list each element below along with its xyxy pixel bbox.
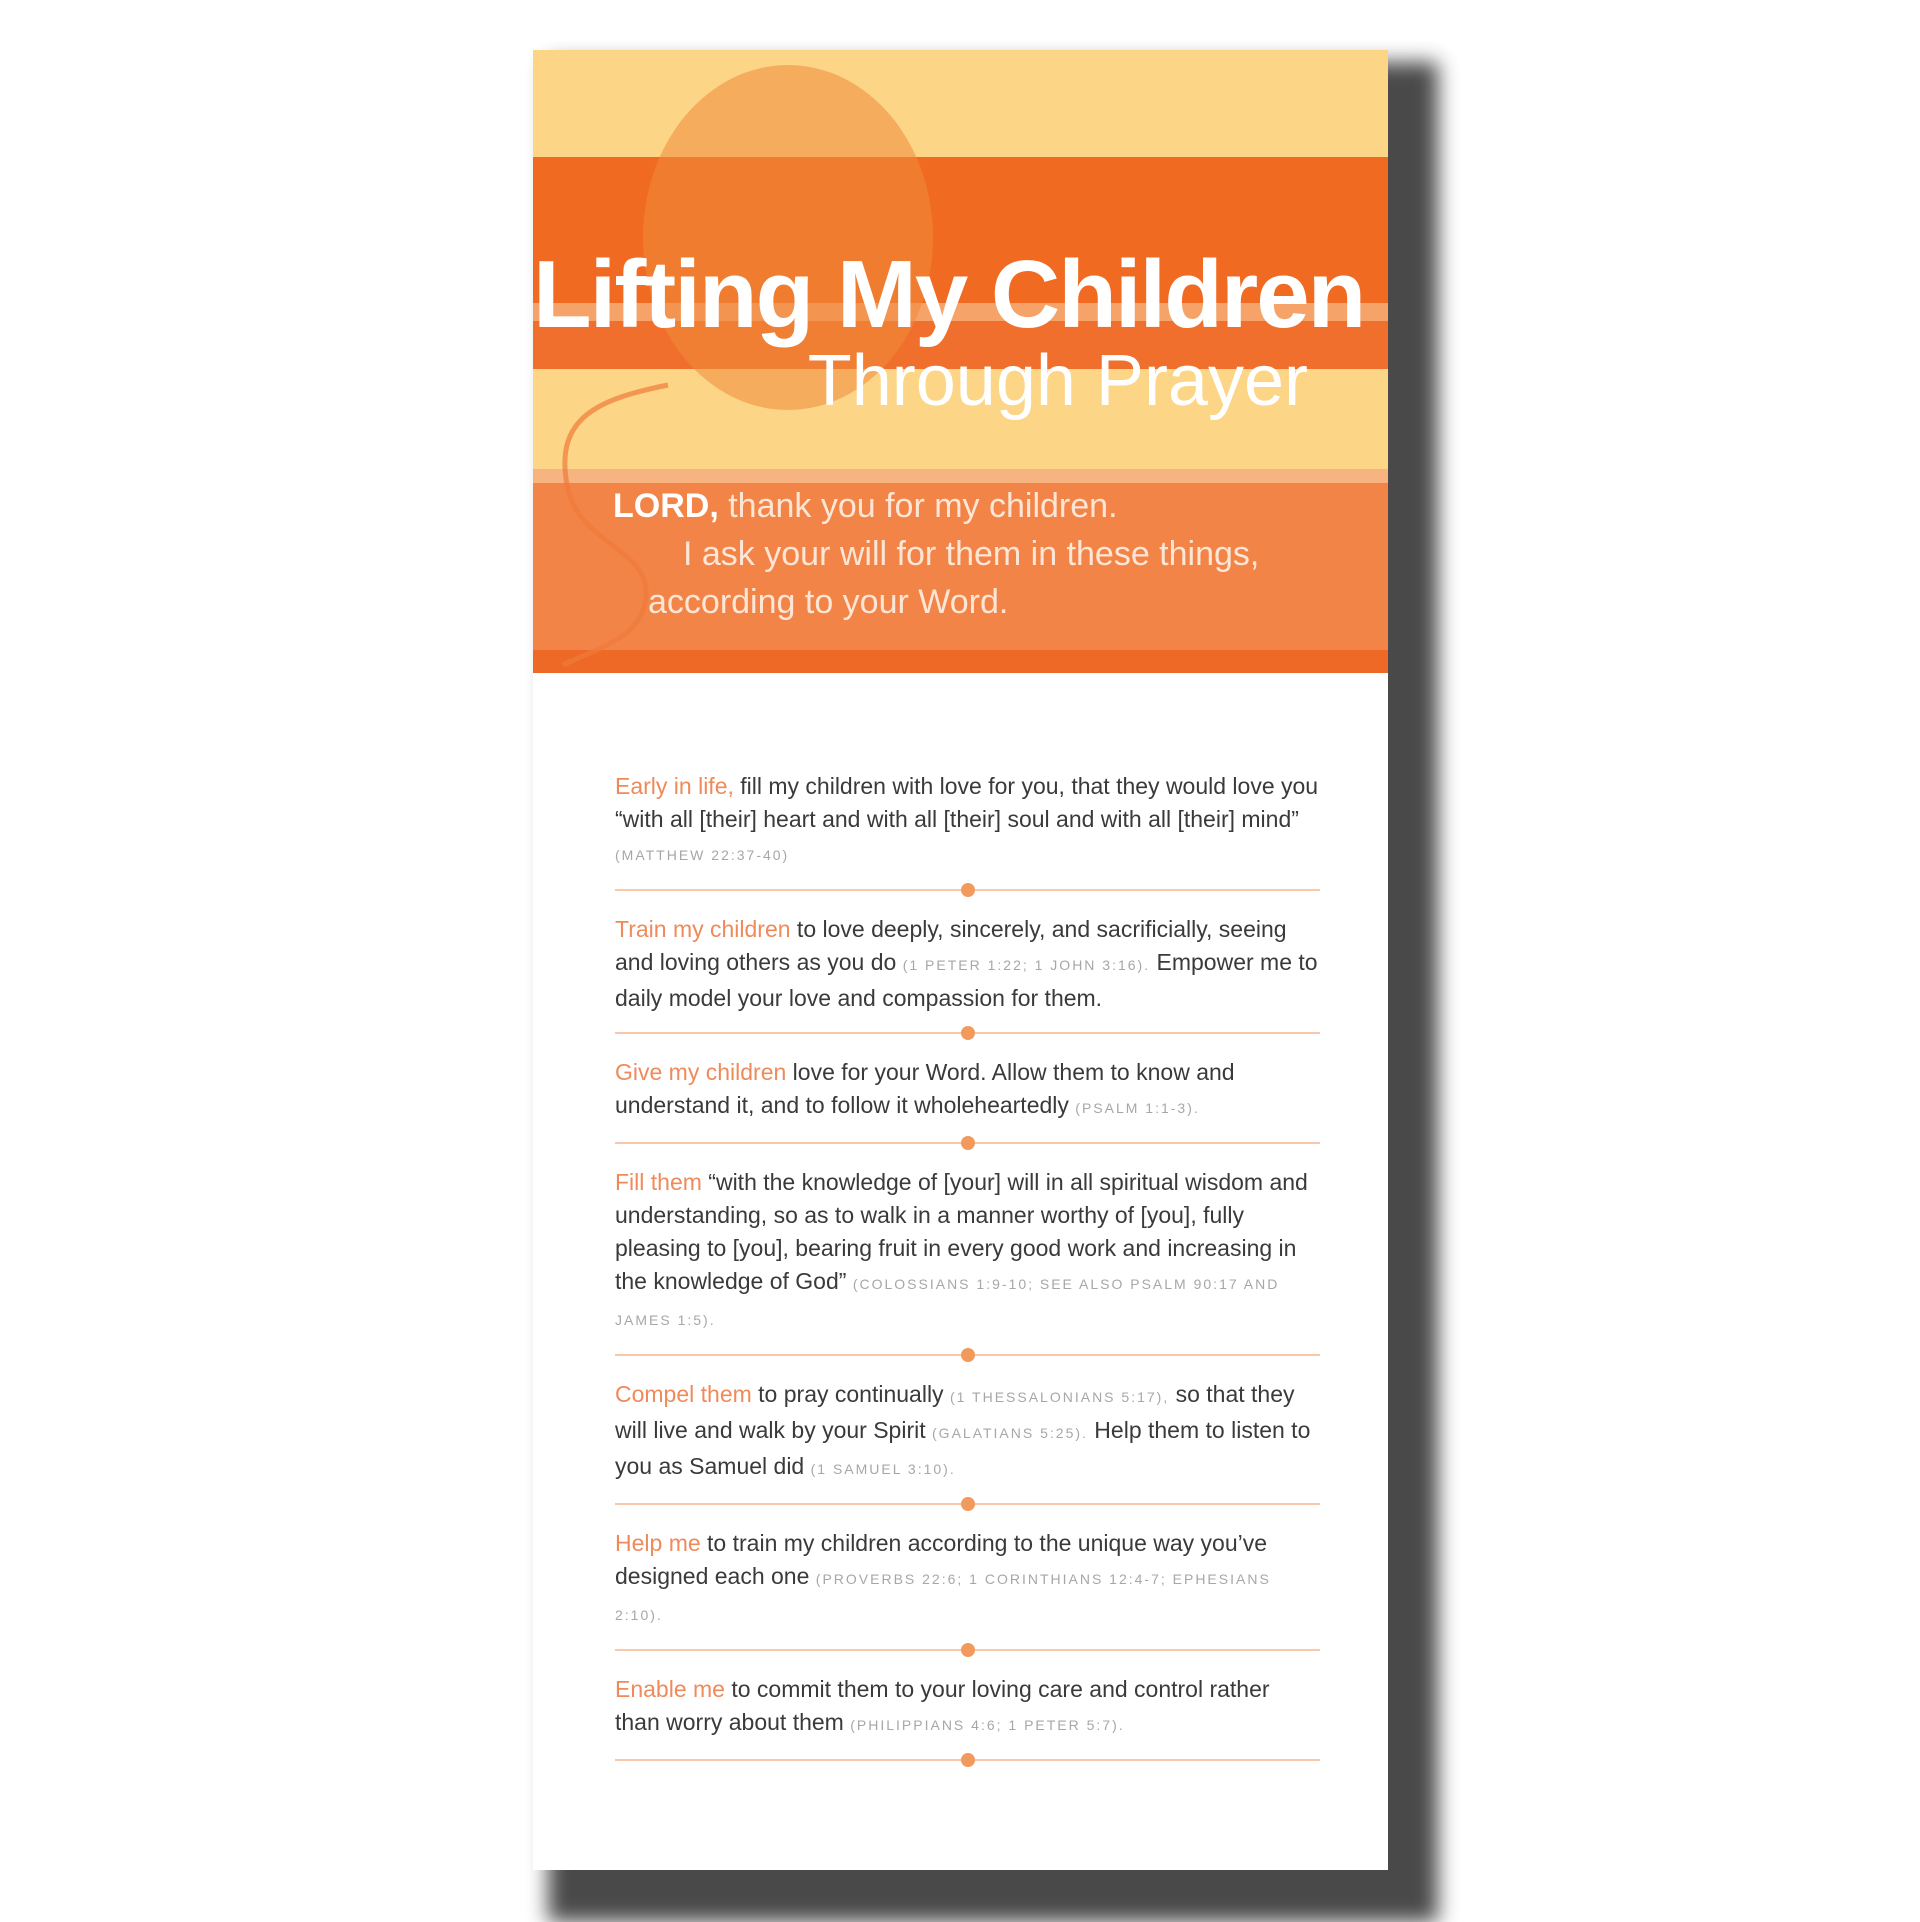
entry-lead: Early in life,: [615, 773, 734, 799]
divider: [615, 889, 1320, 891]
entry-reference: (GALATIANS 5:25).: [932, 1425, 1088, 1441]
entry-lead: Fill them: [615, 1169, 702, 1195]
divider: [615, 1032, 1320, 1034]
entry-reference: (1 THESSALONIANS 5:17),: [949, 1389, 1170, 1405]
prayer-entry: [615, 1673, 1320, 1742]
prayer-entry: [615, 913, 1320, 1015]
entry-text-continued: so that they will live and walk by your Spirit: [615, 1381, 1295, 1443]
divider-dot: [961, 1136, 975, 1150]
prayer-card: [533, 50, 1388, 1870]
prayer-entry: [615, 1166, 1320, 1337]
divider-dot: [961, 1348, 975, 1362]
entry-lead: Compel them: [615, 1381, 752, 1407]
divider: [615, 1503, 1320, 1505]
card-header: [533, 50, 1388, 673]
prayer-entry: [615, 770, 1320, 872]
prayer-entry: [615, 1527, 1320, 1632]
entry-reference: (MATTHEW 22:37-40): [615, 847, 790, 863]
intro-line-1: thank you for my children.: [718, 487, 1118, 525]
entry-text: “with the knowledge of [your] will in all spiritual wisdom and understanding, so as to walk in a manner worthy of [you], fully pleasing to [you], bearing fruit in every good work and increasing in the knowledge of God”: [615, 1169, 1308, 1294]
entry-lead: Give my children: [615, 1059, 787, 1085]
entry-lead: Train my children: [615, 916, 791, 942]
entry-reference: (COLOSSIANS 1:9-10; SEE ALSO PSALM 90:17 AND JAMES 1:5).: [615, 1276, 1280, 1328]
intro-line-3: according to your Word.: [648, 583, 1009, 621]
entry-text: to love deeply, sincerely, and sacrificially, seeing and loving others as you do: [615, 916, 1287, 975]
entry-lead: Enable me: [615, 1676, 725, 1702]
entry-reference: (PSALM 1:1-3).: [1075, 1100, 1200, 1116]
prayer-entry: [615, 1378, 1320, 1486]
entry-text-continued: Empower me to daily model your love and compassion for them.: [615, 949, 1318, 1011]
divider: [615, 1759, 1320, 1761]
divider-dot: [961, 883, 975, 897]
entry-reference: (1 PETER 1:22; 1 JOHN 3:16).: [902, 957, 1151, 973]
divider: [615, 1354, 1320, 1356]
prayer-entry: [615, 1056, 1320, 1125]
prayer-list: [615, 770, 1320, 1783]
entry-text: to commit them to your loving care and control rather than worry about them: [615, 1676, 1270, 1735]
entry-reference: (1 SAMUEL 3:10).: [810, 1461, 956, 1477]
entry-text-continued: Help them to listen to you as Samuel did: [615, 1417, 1311, 1479]
entry-reference: (PROVERBS 22:6; 1 CORINTHIANS 12:4-7; EPHESIANS 2:10).: [615, 1571, 1271, 1623]
entry-text: fill my children with love for you, that they would love you “with all [their] heart and with all [their] soul and with all [their] mind”: [615, 773, 1319, 832]
intro-prayer: [613, 482, 1333, 626]
entry-text: love for your Word. Allow them to know and understand it, and to follow it wholeheartedly: [615, 1059, 1235, 1118]
intro-lord: LORD,: [613, 487, 719, 525]
divider-dot: [961, 1753, 975, 1767]
entry-lead: Help me: [615, 1530, 701, 1556]
divider-dot: [961, 1497, 975, 1511]
intro-line-2: I ask your will for them in these things,: [683, 535, 1260, 573]
divider: [615, 1649, 1320, 1651]
title-line-1: Lifting My Children: [533, 241, 1365, 348]
entry-text: to pray continually: [751, 1381, 950, 1407]
entry-reference: (PHILIPPIANS 4:6; 1 PETER 5:7).: [850, 1717, 1125, 1733]
title-line-2: Through Prayer: [807, 341, 1308, 421]
entry-text: to train my children according to the unique way you’ve designed each one: [615, 1530, 1268, 1589]
divider-dot: [961, 1026, 975, 1040]
divider-dot: [961, 1643, 975, 1657]
divider: [615, 1142, 1320, 1144]
